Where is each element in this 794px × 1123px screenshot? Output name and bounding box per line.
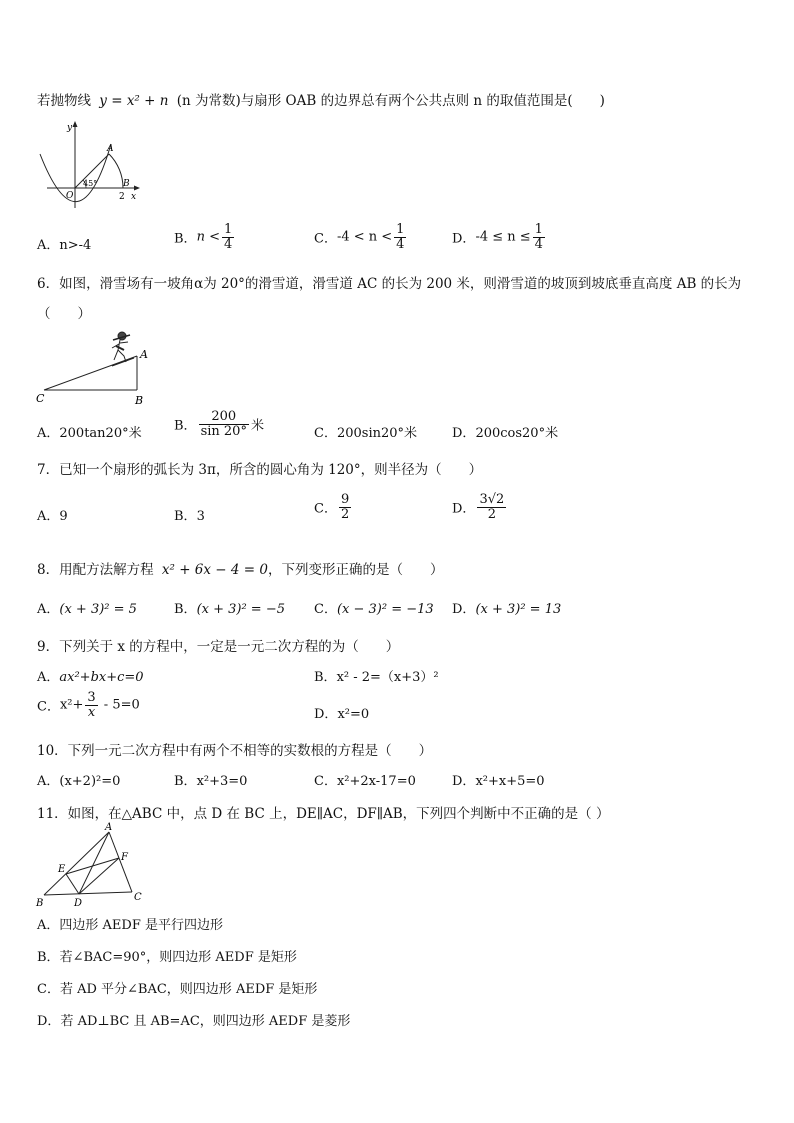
q11-a-label: A bbox=[105, 822, 113, 833]
q11-segment-de bbox=[66, 874, 79, 894]
q5-sector-arc bbox=[109, 154, 123, 188]
q7-option-a-text: 9 bbox=[59, 509, 68, 524]
q6-option-b-letter: B． bbox=[174, 418, 197, 434]
q7-option-c-letter: C． bbox=[314, 501, 337, 517]
q9-option-b-letter: B． bbox=[314, 670, 337, 685]
q11-segment-ad bbox=[79, 832, 109, 894]
q9-option-a-letter: A． bbox=[37, 670, 60, 685]
q10-option-b[interactable] bbox=[174, 770, 247, 789]
q5-option-b-pre: n < bbox=[196, 229, 220, 245]
q6-option-a-letter: A． bbox=[37, 426, 60, 441]
q5-option-c-num: 1 bbox=[396, 222, 405, 237]
q8-option-c[interactable] bbox=[314, 598, 434, 617]
q5-option-a-text: n>-4 bbox=[59, 238, 92, 253]
q6-slope-ac bbox=[44, 356, 137, 390]
q5-option-c-fraction bbox=[394, 223, 406, 251]
q5-option-a-letter: A． bbox=[37, 238, 60, 253]
q6-b-label: B bbox=[135, 394, 144, 407]
q9-option-c-letter: C． bbox=[37, 699, 60, 715]
q5-formula: y = x² + n bbox=[99, 93, 169, 109]
q8-option-b-text: (x + 3)² = −5 bbox=[196, 602, 285, 617]
q11-option-c[interactable] bbox=[37, 978, 317, 997]
q6-option-b-num: 200 bbox=[199, 410, 249, 425]
q9-option-d-letter: D． bbox=[314, 707, 338, 722]
q5-stem-a: 若抛物线 bbox=[37, 93, 91, 109]
q8-option-a-text: (x + 3)² = 5 bbox=[59, 602, 137, 617]
q11-figure bbox=[34, 820, 149, 910]
q5-option-d[interactable] bbox=[452, 223, 547, 251]
q8-option-b[interactable] bbox=[174, 598, 285, 617]
q11-e-label: E bbox=[58, 864, 66, 875]
q5-option-a[interactable] bbox=[37, 234, 91, 253]
q10-option-c-letter: C． bbox=[314, 774, 337, 789]
q7-option-a[interactable] bbox=[37, 505, 68, 524]
q5-x-arrow bbox=[134, 186, 140, 191]
q10-option-a-text: (x+2)²=0 bbox=[59, 774, 121, 789]
q11-c-label: C bbox=[134, 892, 142, 903]
q6-option-a[interactable] bbox=[37, 422, 142, 441]
q7-option-d-fraction bbox=[477, 493, 506, 521]
q9-option-c-pre: x²+ bbox=[59, 697, 84, 713]
q5-option-d-letter: D． bbox=[452, 231, 476, 247]
q8-option-c-letter: C． bbox=[314, 602, 337, 617]
q8-stem-a: 8．用配方法解方程 bbox=[37, 562, 154, 578]
q9-option-b[interactable] bbox=[314, 666, 439, 685]
q10-stem: 10．下列一元二次方程中有两个不相等的实数根的方程是（ ） bbox=[37, 743, 433, 759]
q11-option-d-text: 若 AD⊥BC 且 AB=AC，则四边形 AEDF 是菱形 bbox=[60, 1014, 351, 1029]
q11-option-b-letter: B． bbox=[37, 950, 60, 965]
q5-option-d-fraction bbox=[533, 223, 545, 251]
q11-option-b-text: 若∠BAC=90°，则四边形 AEDF 是矩形 bbox=[59, 950, 297, 965]
q8-option-a-letter: A． bbox=[37, 602, 60, 617]
q7-option-d-den: 2 bbox=[487, 506, 496, 522]
q11-option-a-text: 四边形 AEDF 是平行四边形 bbox=[59, 918, 223, 933]
q5-option-d-num: 1 bbox=[534, 222, 543, 237]
q11-option-a[interactable] bbox=[37, 914, 223, 933]
q5-b-label: B bbox=[123, 179, 130, 189]
q11-option-d[interactable] bbox=[37, 1010, 350, 1029]
q8-option-d[interactable] bbox=[452, 598, 561, 617]
q6-a-label: A bbox=[140, 348, 148, 361]
q8-option-d-letter: D． bbox=[452, 602, 476, 617]
q5-option-b-den: 4 bbox=[223, 236, 233, 252]
q11-option-b[interactable] bbox=[37, 946, 297, 965]
q5-option-c[interactable] bbox=[314, 223, 408, 251]
q5-o-label: O bbox=[66, 191, 74, 201]
q9-option-a-text: ax²+bx+c=0 bbox=[59, 670, 144, 685]
q5-a-label: A bbox=[107, 144, 114, 154]
q10-option-a[interactable] bbox=[37, 770, 120, 789]
q6-stem-line2: （ ） bbox=[37, 306, 91, 322]
q7-option-b[interactable] bbox=[174, 505, 205, 524]
q11-side-bc bbox=[44, 892, 132, 895]
q5-option-b[interactable] bbox=[174, 223, 236, 251]
q9-option-a[interactable] bbox=[37, 666, 144, 685]
q9-option-c[interactable] bbox=[37, 691, 140, 719]
q10-option-c-text: x²+2x-17=0 bbox=[336, 774, 416, 789]
q7-option-c-fraction bbox=[339, 493, 351, 521]
q10-option-a-letter: A． bbox=[37, 774, 60, 789]
q6-option-b-fraction bbox=[199, 410, 249, 438]
q8-option-a[interactable] bbox=[37, 598, 137, 617]
q7-stem: 7．已知一个扇形的弧长为 3π，所含的圆心角为 120°，则半径为（ ） bbox=[37, 462, 483, 478]
q5-x-label: x bbox=[131, 192, 137, 202]
q8-stem bbox=[37, 558, 443, 578]
q5-option-c-den: 4 bbox=[396, 236, 405, 252]
q7-option-c-num: 9 bbox=[340, 492, 350, 507]
q5-option-b-fraction bbox=[222, 223, 234, 251]
q5-option-b-num: 1 bbox=[223, 222, 233, 237]
q11-option-a-letter: A． bbox=[37, 918, 60, 933]
q10-option-d[interactable] bbox=[452, 770, 545, 789]
q11-d-label: D bbox=[74, 898, 83, 909]
q8-formula: x² + 6x − 4 = 0 bbox=[161, 562, 268, 578]
q7-option-a-letter: A． bbox=[37, 509, 60, 524]
q5-stem bbox=[37, 89, 605, 109]
q9-option-b-text: x² - 2=（x+3）² bbox=[336, 670, 439, 685]
q11-stem: 11．如图，在△ABC 中，点 D 在 BC 上，DE∥AC，DF∥AB，下列四个判断中不正确的是（ ） bbox=[37, 806, 610, 822]
q7-option-d[interactable] bbox=[452, 493, 508, 521]
q8-option-b-letter: B． bbox=[174, 602, 197, 617]
q9-option-d[interactable] bbox=[314, 703, 369, 722]
q6-option-d[interactable] bbox=[452, 422, 558, 441]
q11-f-label: F bbox=[121, 852, 128, 863]
q5-option-d-den: 4 bbox=[534, 236, 543, 252]
q9-option-c-fraction bbox=[85, 691, 97, 719]
q11-b-label: B bbox=[36, 898, 44, 909]
q5-option-d-pre: -4 ≤ n ≤ bbox=[475, 229, 531, 245]
q7-option-c-den: 2 bbox=[340, 506, 350, 522]
q6-stem-line1: 6．如图，滑雪场有一坡角α为 20°的滑雪道，滑雪道 AC 的长为 200 米，则滑雪道的坡顶到坡底垂直高度 AB 的长为 bbox=[37, 276, 742, 292]
q8-option-d-text: (x + 3)² = 13 bbox=[475, 602, 562, 617]
q6-option-d-text: 200cos20°米 bbox=[475, 426, 559, 441]
q6-figure bbox=[34, 326, 159, 408]
q8-stem-b: ，下列变形正确的是（ ） bbox=[267, 562, 444, 578]
q9-option-c-den: x bbox=[87, 704, 96, 720]
q11-option-c-letter: C． bbox=[37, 982, 60, 997]
q10-option-c[interactable] bbox=[314, 770, 416, 789]
q6-option-d-letter: D． bbox=[452, 426, 476, 441]
q5-stem-b: (n 为常数)与扇形 OAB 的边界总有两个公共点则 n 的取值范围是( ) bbox=[176, 93, 605, 109]
q7-option-c[interactable] bbox=[314, 493, 353, 521]
q5-option-b-letter: B． bbox=[174, 231, 197, 247]
q6-option-c-text: 200sin20°米 bbox=[336, 426, 418, 441]
q5-y-arrow bbox=[73, 121, 78, 127]
q11-option-c-text: 若 AD 平分∠BAC，则四边形 AEDF 是矩形 bbox=[59, 982, 318, 997]
q10-option-d-text: x²+x+5=0 bbox=[475, 774, 545, 789]
q10-option-d-letter: D． bbox=[452, 774, 476, 789]
q5-figure bbox=[37, 118, 147, 214]
q5-option-c-letter: C． bbox=[314, 231, 337, 247]
q5-angle-label: 45° bbox=[83, 179, 98, 188]
q9-option-c-post: - 5=0 bbox=[99, 697, 140, 713]
q11-option-d-letter: D． bbox=[37, 1014, 61, 1029]
q8-option-c-text: (x − 3)² = −13 bbox=[336, 602, 434, 617]
q9-option-d-text: x²=0 bbox=[337, 707, 370, 722]
q7-option-d-num: 3√2 bbox=[479, 492, 505, 507]
q6-option-a-text: 200tan20°米 bbox=[59, 426, 142, 441]
q7-option-b-letter: B． bbox=[174, 509, 197, 524]
q5-option-c-pre: -4 < n < bbox=[336, 229, 393, 245]
q9-stem: 9．下列关于 x 的方程中，一定是一元二次方程的为（ ） bbox=[37, 639, 400, 655]
q5-y-label: y bbox=[67, 123, 73, 133]
q9-option-c-num: 3 bbox=[87, 690, 96, 705]
q10-option-b-letter: B． bbox=[174, 774, 197, 789]
q6-c-label: C bbox=[36, 392, 45, 405]
q5-two-label: 2 bbox=[119, 192, 125, 202]
q6-option-c-letter: C． bbox=[314, 426, 337, 441]
q7-option-b-text: 3 bbox=[196, 509, 205, 524]
q7-option-d-letter: D． bbox=[452, 501, 476, 517]
q6-option-c[interactable] bbox=[314, 422, 417, 441]
q6-option-b-suffix: 米 bbox=[250, 418, 264, 434]
q10-option-b-text: x²+3=0 bbox=[196, 774, 248, 789]
q11-segment-df bbox=[79, 858, 119, 894]
q6-option-b-den: sin 20° bbox=[200, 423, 247, 439]
q6-option-b[interactable] bbox=[174, 410, 264, 438]
